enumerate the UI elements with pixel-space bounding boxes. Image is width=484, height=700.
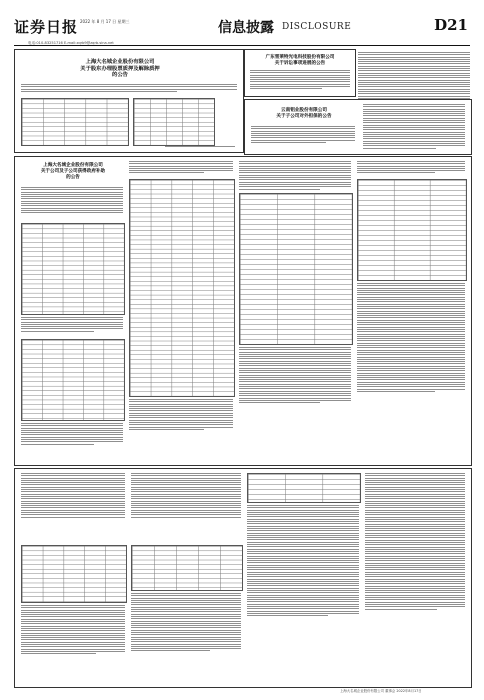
announcement-box-3: [244, 99, 472, 155]
text-column: [239, 347, 351, 404]
data-table: [247, 473, 361, 503]
text-column: [131, 593, 241, 653]
data-table: [129, 179, 235, 397]
masthead: [14, 14, 470, 44]
data-table: [21, 223, 125, 315]
announcement-title: 上海大名城企业股份有限公司 关于公司及子公司获得政府补助 的公告: [40, 163, 106, 180]
announcement-body: [21, 84, 237, 93]
announcement-box-1: [14, 49, 244, 153]
text-column: [247, 505, 359, 618]
footer-note: 上海大名城企业股份有限公司 董事会 2022年8月17日: [340, 689, 422, 693]
announcement-body: [363, 104, 465, 150]
text-column: [21, 605, 125, 656]
announcement-body: [250, 70, 350, 91]
text-column: [21, 423, 123, 446]
newspaper-logo: 证券日报: [14, 18, 79, 36]
text-column: [129, 161, 233, 175]
text-column: [239, 161, 351, 191]
announcement-table: [21, 98, 129, 146]
masthead-rule: [14, 45, 470, 46]
data-table: [357, 179, 467, 281]
announcement-body: [165, 146, 235, 148]
announcement-title: 上海大名城企业股份有限公司 关于股东办理股票质押及解除质押 的公告: [80, 59, 160, 79]
data-table: [21, 545, 127, 603]
data-table: [131, 545, 243, 591]
text-column: [129, 399, 233, 431]
text-column: [357, 283, 465, 393]
issue-date: 2022 年 8 月 17 日 星期三: [80, 19, 130, 24]
data-table: [21, 339, 125, 421]
announcement-table: [133, 98, 215, 146]
announcement-title: 广东雪莱特光电科技股份有限公司 关于诉讼事项进展的公告: [265, 55, 335, 66]
announcement-box-5: [14, 468, 472, 688]
text-column: [131, 473, 241, 519]
announcement-box-4: [14, 156, 472, 466]
section-title-en: DISCLOSURE: [282, 22, 352, 32]
text-column: [21, 187, 123, 215]
contact-line: 电话:010-83251716 E-mail:zqrb9@zqrb.sina.net: [28, 41, 114, 45]
page-number: D21: [434, 16, 468, 34]
text-column: [357, 161, 465, 175]
section-title: 信息披露: [218, 20, 274, 36]
announcement-box-2: [244, 49, 356, 97]
text-column: [365, 473, 465, 611]
announcement-body: [251, 126, 355, 144]
announcement-title: 云南铝业股份有限公司 关于子公司对外担保的公告: [276, 108, 332, 119]
text-column: [21, 473, 125, 519]
text-column: [21, 317, 123, 333]
data-table: [239, 193, 353, 345]
